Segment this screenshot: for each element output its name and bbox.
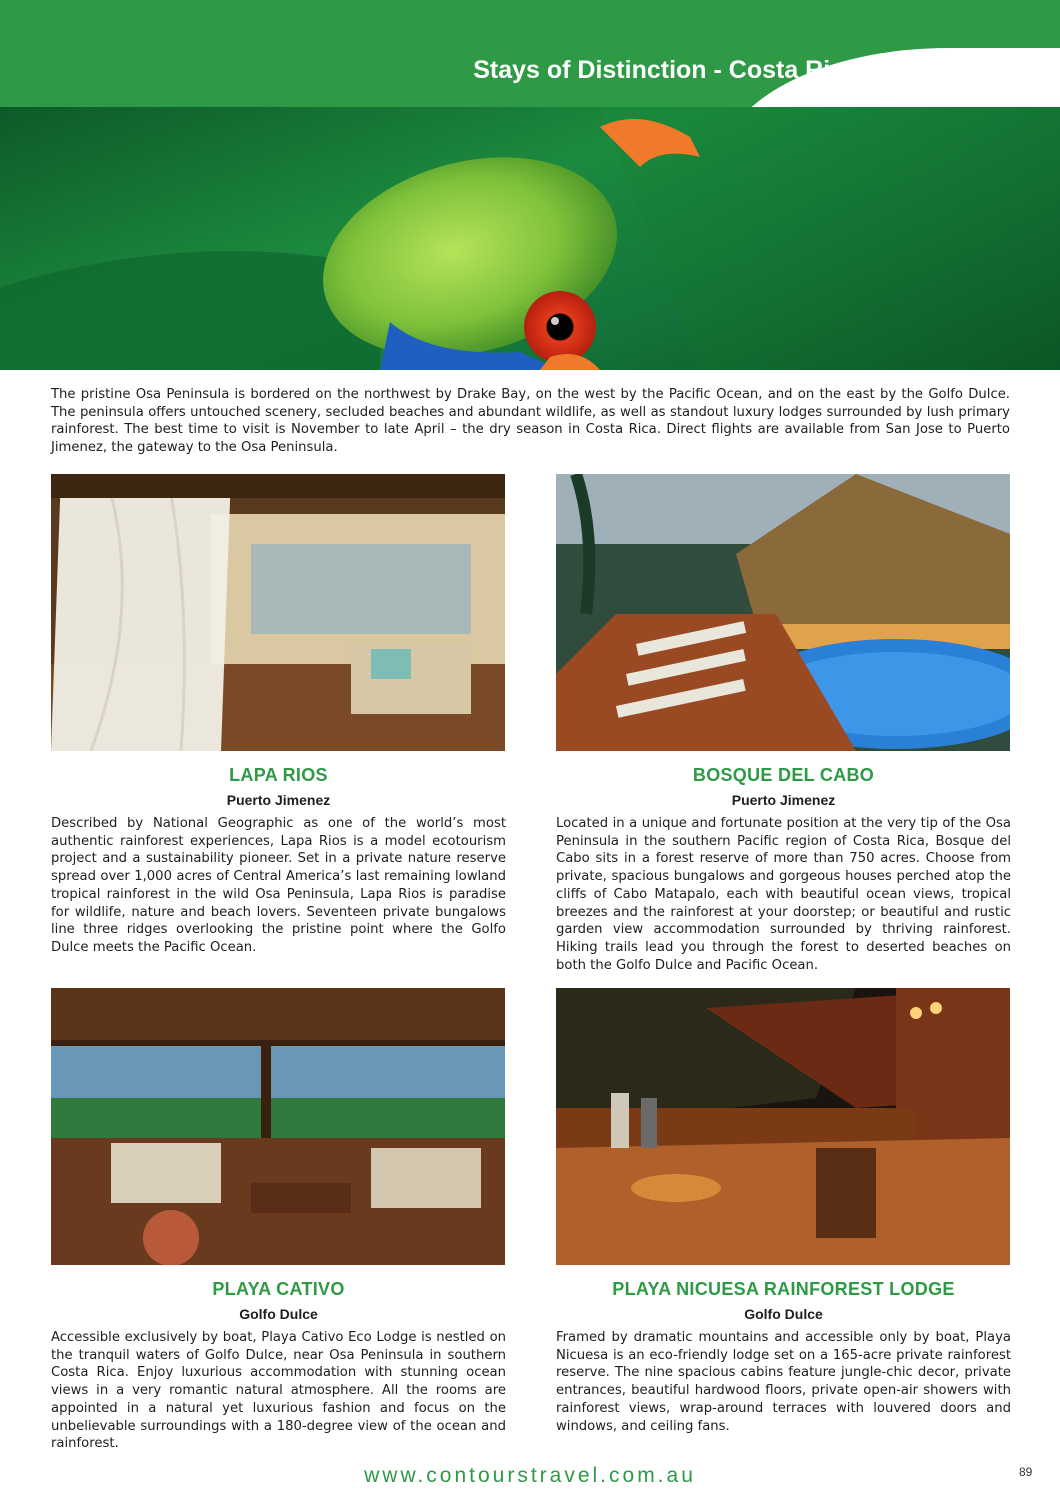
lodge-description-playa-cativo: Accessible exclusively by boat, Playa Cativo Eco Lodge is nestled on the tranquil waters of Golfo Dulce, near Osa Peninsula in southern Costa Rica. Enjoy luxurious accommodation with stunning ocean views in a very romantic natural atmosphere. All the rooms are appointed in a natural yet luxurious fashion and focus on the unbelievable surroundings with a 180-degree view of the ocean and rainforest. [51, 1330, 506, 1452]
lodge-title-playa-nicuesa: PLAYA NICUESA RAINFOREST LODGE [612, 1279, 955, 1299]
lodge-title-playa-cativo: PLAYA CATIVO [212, 1279, 345, 1299]
lodge-description-bosque-del-cabo: Located in a unique and fortunate position at the very tip of the Osa Peninsula in the southern Pacific region of Costa Rica, Bosque del Cabo sits in a forest reserve of more than 750 acres. Choose from private, spacious bungalows and gorgeous houses perched atop the cliffs of Cabo Matapalo, each with beautiful ocean views, tropical breezes and the rainforest at your doorstep; or beautiful and rustic garden view accommodation surrounded by thriving rainforest. Hiking trails lead you through the forest to deserted beaches on both the Golfo Dulce and Pacific Ocean. [556, 816, 1011, 973]
bosque-del-cabo-photo [556, 474, 1010, 751]
page-title: Stays of Distinction - Costa Rica [473, 56, 858, 84]
lodge-location-lapa-rios: Puerto Jimenez [226, 792, 331, 808]
lodge-location-playa-nicuesa: Golfo Dulce [744, 1306, 823, 1322]
playa-cativo-photo [51, 988, 505, 1265]
footer-website-link[interactable]: www.contourstravel.com.au [364, 1464, 696, 1487]
playa-nicuesa-photo [556, 988, 1010, 1265]
lodge-title-bosque-del-cabo: BOSQUE DEL CABO [692, 765, 875, 785]
lodge-description-playa-nicuesa: Framed by dramatic mountains and accessible only by boat, Playa Nicuesa is an eco-friendly lodge set on a 165-acre private rainforest reserve. The nine spacious cabins feature jungle-chic decor, private entrances, beautiful hardwood floors, private open-air showers with rainforest views, wrap-around terraces with louvered doors and windows, and ceiling fans. [556, 1330, 1011, 1434]
lodge-location-bosque-del-cabo: Puerto Jimenez [731, 792, 836, 808]
lodge-location-playa-cativo: Golfo Dulce [239, 1306, 318, 1322]
lodge-description-lapa-rios: Described by National Geographic as one of the world’s most authentic rainforest experiences, Lapa Rios is a model ecotourism project and a sustainability pioneer. Set in a private nature reserve spread over 1,000 acres of Central America’s last remaining lowland tropical rainforest in the wild Osa Peninsula, Lapa Rios is paradise for wildlife, nature and beach lovers. Seventeen private bungalows line three ridges overlooking the pristine point where the Golfo Dulce meets the Pacific Ocean. [51, 816, 506, 955]
lapa-rios-photo [51, 474, 505, 751]
page-number: 89 [1019, 1465, 1033, 1479]
lodge-title-lapa-rios: LAPA RIOS [229, 765, 328, 785]
hero-frog-image [0, 107, 1060, 370]
intro-paragraph: The pristine Osa Peninsula is bordered on the northwest by Drake Bay, on the west by the Pacific Ocean, and on the east by the Golfo Dulce. The peninsula offers untouched scenery, secluded beaches and abundant wildlife, as well as standout luxury lodges surrounded by lush primary rainforest. The best time to visit is November to late April – the dry season in Costa Rica. Direct flights are available from San Jose to Puerto Jimenez, the gateway to the Osa Peninsula. [51, 387, 1010, 456]
